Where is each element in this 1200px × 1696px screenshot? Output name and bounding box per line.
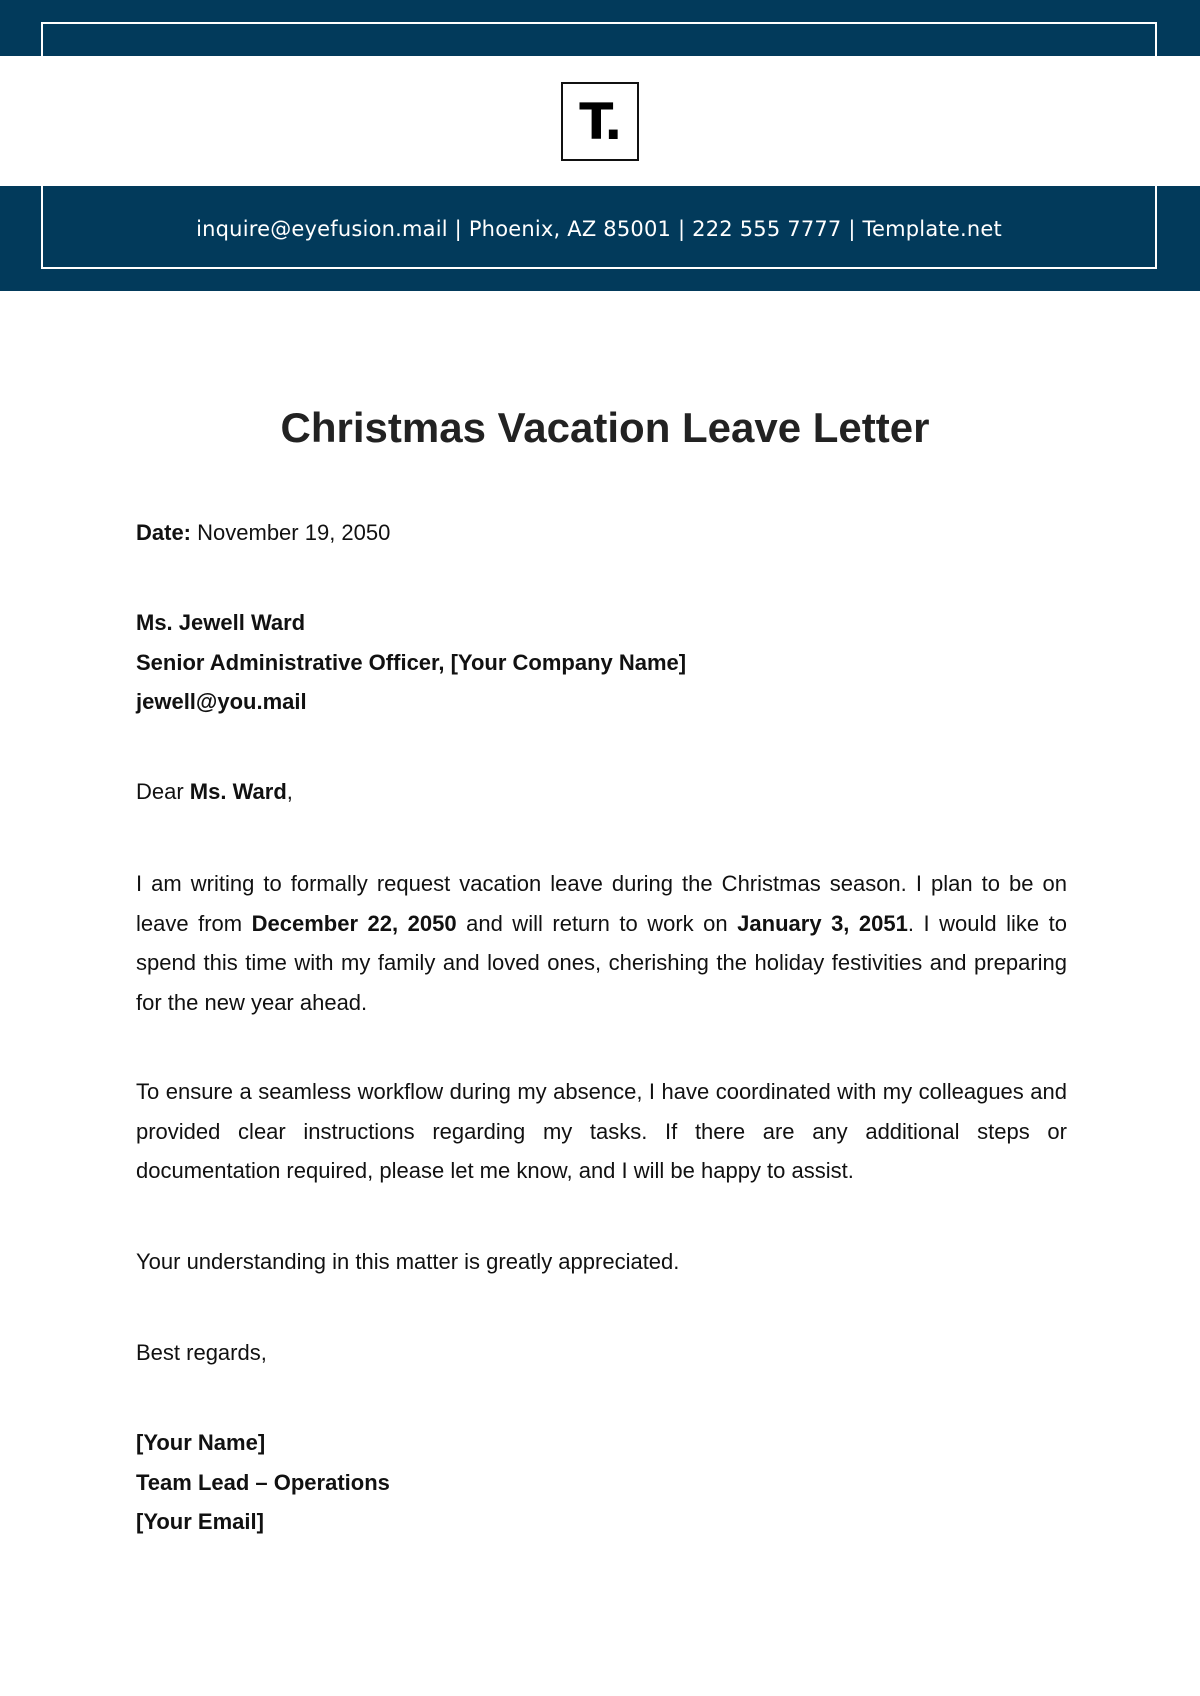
logo-mark: T. <box>579 92 621 151</box>
paragraph-request-part3: . I would like to spend this time with my family and loved ones, cherishing the holiday festivities and preparing for the new year ahead. <box>136 910 1067 1015</box>
date-label: Date: <box>136 520 192 545</box>
paragraph-request <box>136 864 1067 1022</box>
header-frame-top <box>41 22 1157 56</box>
date-line <box>136 513 1067 553</box>
signature-name: [Your Name] <box>136 1430 266 1455</box>
date-value: November 19, 2050 <box>197 520 391 545</box>
leave-start-date: December 22, 2050 <box>251 910 457 936</box>
letter-title: Christmas Vacation Leave Letter <box>280 404 930 451</box>
recipient-email: jewell@you.mail <box>136 689 307 714</box>
signature-role: Team Lead – Operations <box>136 1469 390 1495</box>
salutation-prefix: Dear <box>136 779 190 804</box>
paragraph-request-part2: and will return to work on <box>456 910 738 936</box>
closing: Best regards, <box>136 1340 267 1365</box>
salutation-suffix: , <box>286 779 293 804</box>
recipient-position: Senior Administrative Officer, [Your Company Name] <box>136 649 687 675</box>
recipient-name: Ms. Jewell Ward <box>136 610 306 635</box>
company-logo <box>561 82 639 161</box>
return-date: January 3, 2051 <box>737 910 908 936</box>
signature-email: [Your Email] <box>136 1509 264 1534</box>
paragraph-request-part1: I am writing to formally request vacation leave during the Christmas season. I plan to be on leave from <box>136 871 1067 936</box>
recipient-block <box>136 603 1067 722</box>
salutation <box>136 772 1067 812</box>
contact-info: inquire@eyefusion.mail | Phoenix, AZ 85001 | 222 555 7777 | Template.net <box>196 217 1002 241</box>
salutation-name: Ms. Ward <box>189 779 287 804</box>
signature-block <box>136 1423 1067 1542</box>
paragraph-appreciation: Your understanding in this matter is greatly appreciated. <box>136 1249 680 1274</box>
paragraph-workflow: To ensure a seamless workflow during my absence, I have coordinated with my colleagues and provided clear instructions regarding my tasks. If there are any additional steps or documentation required, please let me know, and I will be happy to assist. <box>136 1079 1067 1183</box>
